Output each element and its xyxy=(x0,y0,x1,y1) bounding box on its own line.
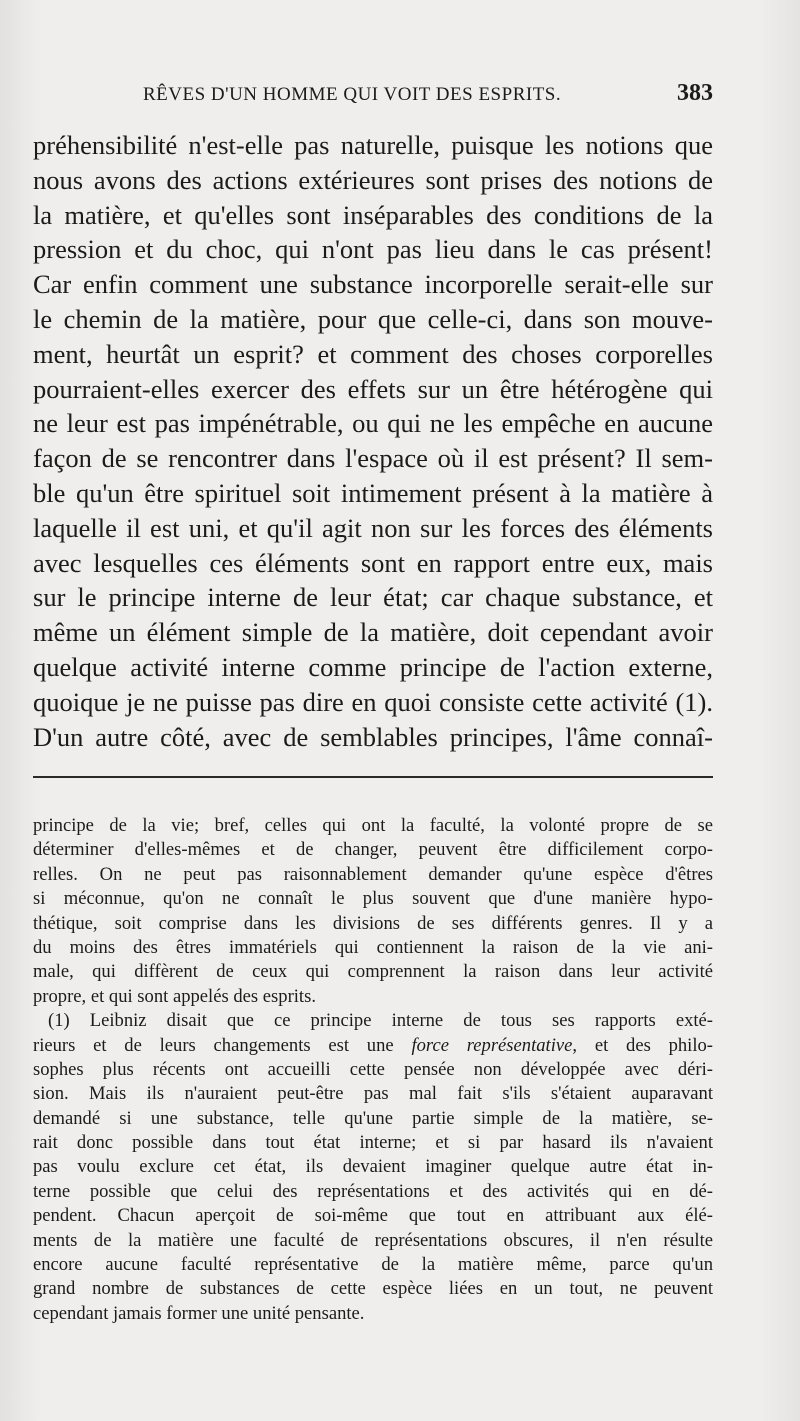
text-line: D'un autre côté, avec de semblables principes, l'âme connaî- xyxy=(33,721,713,752)
text-line: ble qu'un être spirituel soit intimement présent à la matière à xyxy=(33,477,713,508)
emphasis: force représentative xyxy=(411,1034,573,1056)
text-line: Car enfin comment une substance incorporelle serait-elle sur xyxy=(33,269,713,300)
text-line: le chemin de la matière, pour que celle-ci, dans son mouve- xyxy=(33,303,713,334)
text-line: quoique je ne puisse pas dire en quoi consiste cette activité (1). xyxy=(33,686,713,717)
text-line: sur le principe interne de leur état; car chaque substance, et xyxy=(33,582,713,613)
text-line: façon de se rencontrer dans l'espace où il est présent? Il sem- xyxy=(33,443,713,474)
footnote-1-line: cependant jamais former une unité pensante. xyxy=(33,1302,365,1324)
footnote-1-line xyxy=(33,1034,713,1058)
text-line: la matière, et qu'elles sont inséparables des conditions de la xyxy=(33,199,713,230)
text-line: quelque activité interne comme principe de l'action externe, xyxy=(33,651,713,682)
text-line: avec lesquelles ces éléments sont en rapport entre eux, mais xyxy=(33,547,713,578)
footnote-1-line: demandé si une substance, telle qu'une partie simple de la matière, se- xyxy=(33,1107,713,1129)
footnote-line: propre, et qui sont appelés des esprits. xyxy=(33,985,316,1007)
footnote-line: relles. On ne peut pas raisonnablement demander qu'une espèce d'êtres xyxy=(33,863,713,885)
text-line: pourraient-elles exercer des effets sur un être hétérogène qui xyxy=(33,373,713,404)
running-title: RÊVES D'UN HOMME QUI VOIT DES ESPRITS. xyxy=(143,84,562,105)
footnote-1-line: grand nombre de substances de cette espèce liées en un tout, ne peuvent xyxy=(33,1278,713,1300)
footnote-line: principe de la vie; bref, celles qui ont la faculté, la volonté propre de se xyxy=(33,815,713,836)
text-line: préhensibilité n'est-elle pas naturelle, puisque les notions que xyxy=(33,130,713,160)
page-number: 383 xyxy=(677,80,713,106)
main-text xyxy=(33,128,713,754)
footnote-line: déterminer d'elles-mêmes et de changer, peuvent être difficilement corpo- xyxy=(33,839,713,861)
footnote-line: du moins des êtres immatériels qui contiennent la raison de la vie ani- xyxy=(33,936,713,958)
footnote-1-line: sion. Mais ils n'auraient peut-être pas mal fait s'ils s'étaient auparavant xyxy=(33,1083,713,1105)
footnotes xyxy=(33,814,713,1326)
footnote-line: male, qui diffèrent de ceux qui comprennent la raison dans leur activité xyxy=(33,961,713,983)
footnote-1-line: terne possible que celui des représentations et des activités qui en dé- xyxy=(33,1180,713,1202)
footnote-text: , et des philo- xyxy=(572,1034,713,1056)
footnote-separator xyxy=(33,776,713,778)
footnote-1-line: sophes plus récents ont accueilli cette pensée non développée avec déri- xyxy=(33,1058,713,1080)
text-line: nous avons des actions extérieures sont prises des notions de xyxy=(33,164,713,195)
page-header xyxy=(143,80,713,114)
text-line: ment, heurtât un esprit? et comment des choses corporelles xyxy=(33,338,713,369)
footnote-text: rieurs et de leurs changements est une xyxy=(33,1034,412,1056)
text-line: pression et du choc, qui n'ont pas lieu dans le cas présent! xyxy=(33,234,713,265)
text-line: même un élément simple de la matière, doit cependant avoir xyxy=(33,617,713,648)
footnote-1-line: (1) Leibniz disait que ce principe interne de tous ses rapports exté- xyxy=(48,1010,713,1032)
text-line: ne leur est pas impénétrable, ou qui ne les empêche en aucune xyxy=(33,408,713,439)
footnote-1-line: ments de la matière une faculté de représentations obscures, il n'en résulte xyxy=(33,1229,713,1251)
footnote-line: thétique, soit comprise dans les divisions de ses différents genres. Il y a xyxy=(33,912,713,934)
footnote-1-line: rait donc possible dans tout état interne; et si par hasard ils n'avaient xyxy=(33,1132,713,1154)
footnote-line: si méconnue, qu'on ne connaît le plus souvent que d'une manière hypo- xyxy=(33,888,713,910)
footnote-1-line: pendent. Chacun aperçoit de soi-même que tout en attribuant aux élé- xyxy=(33,1205,713,1227)
footnote-1-line: encore aucune faculté représentative de la matière même, parce qu'un xyxy=(33,1254,713,1276)
text-line: laquelle il est uni, et qu'il agit non sur les forces des éléments xyxy=(33,512,713,543)
footnote-1-line: pas voulu exclure cet état, ils devaient imaginer quelque autre état in- xyxy=(33,1156,713,1178)
